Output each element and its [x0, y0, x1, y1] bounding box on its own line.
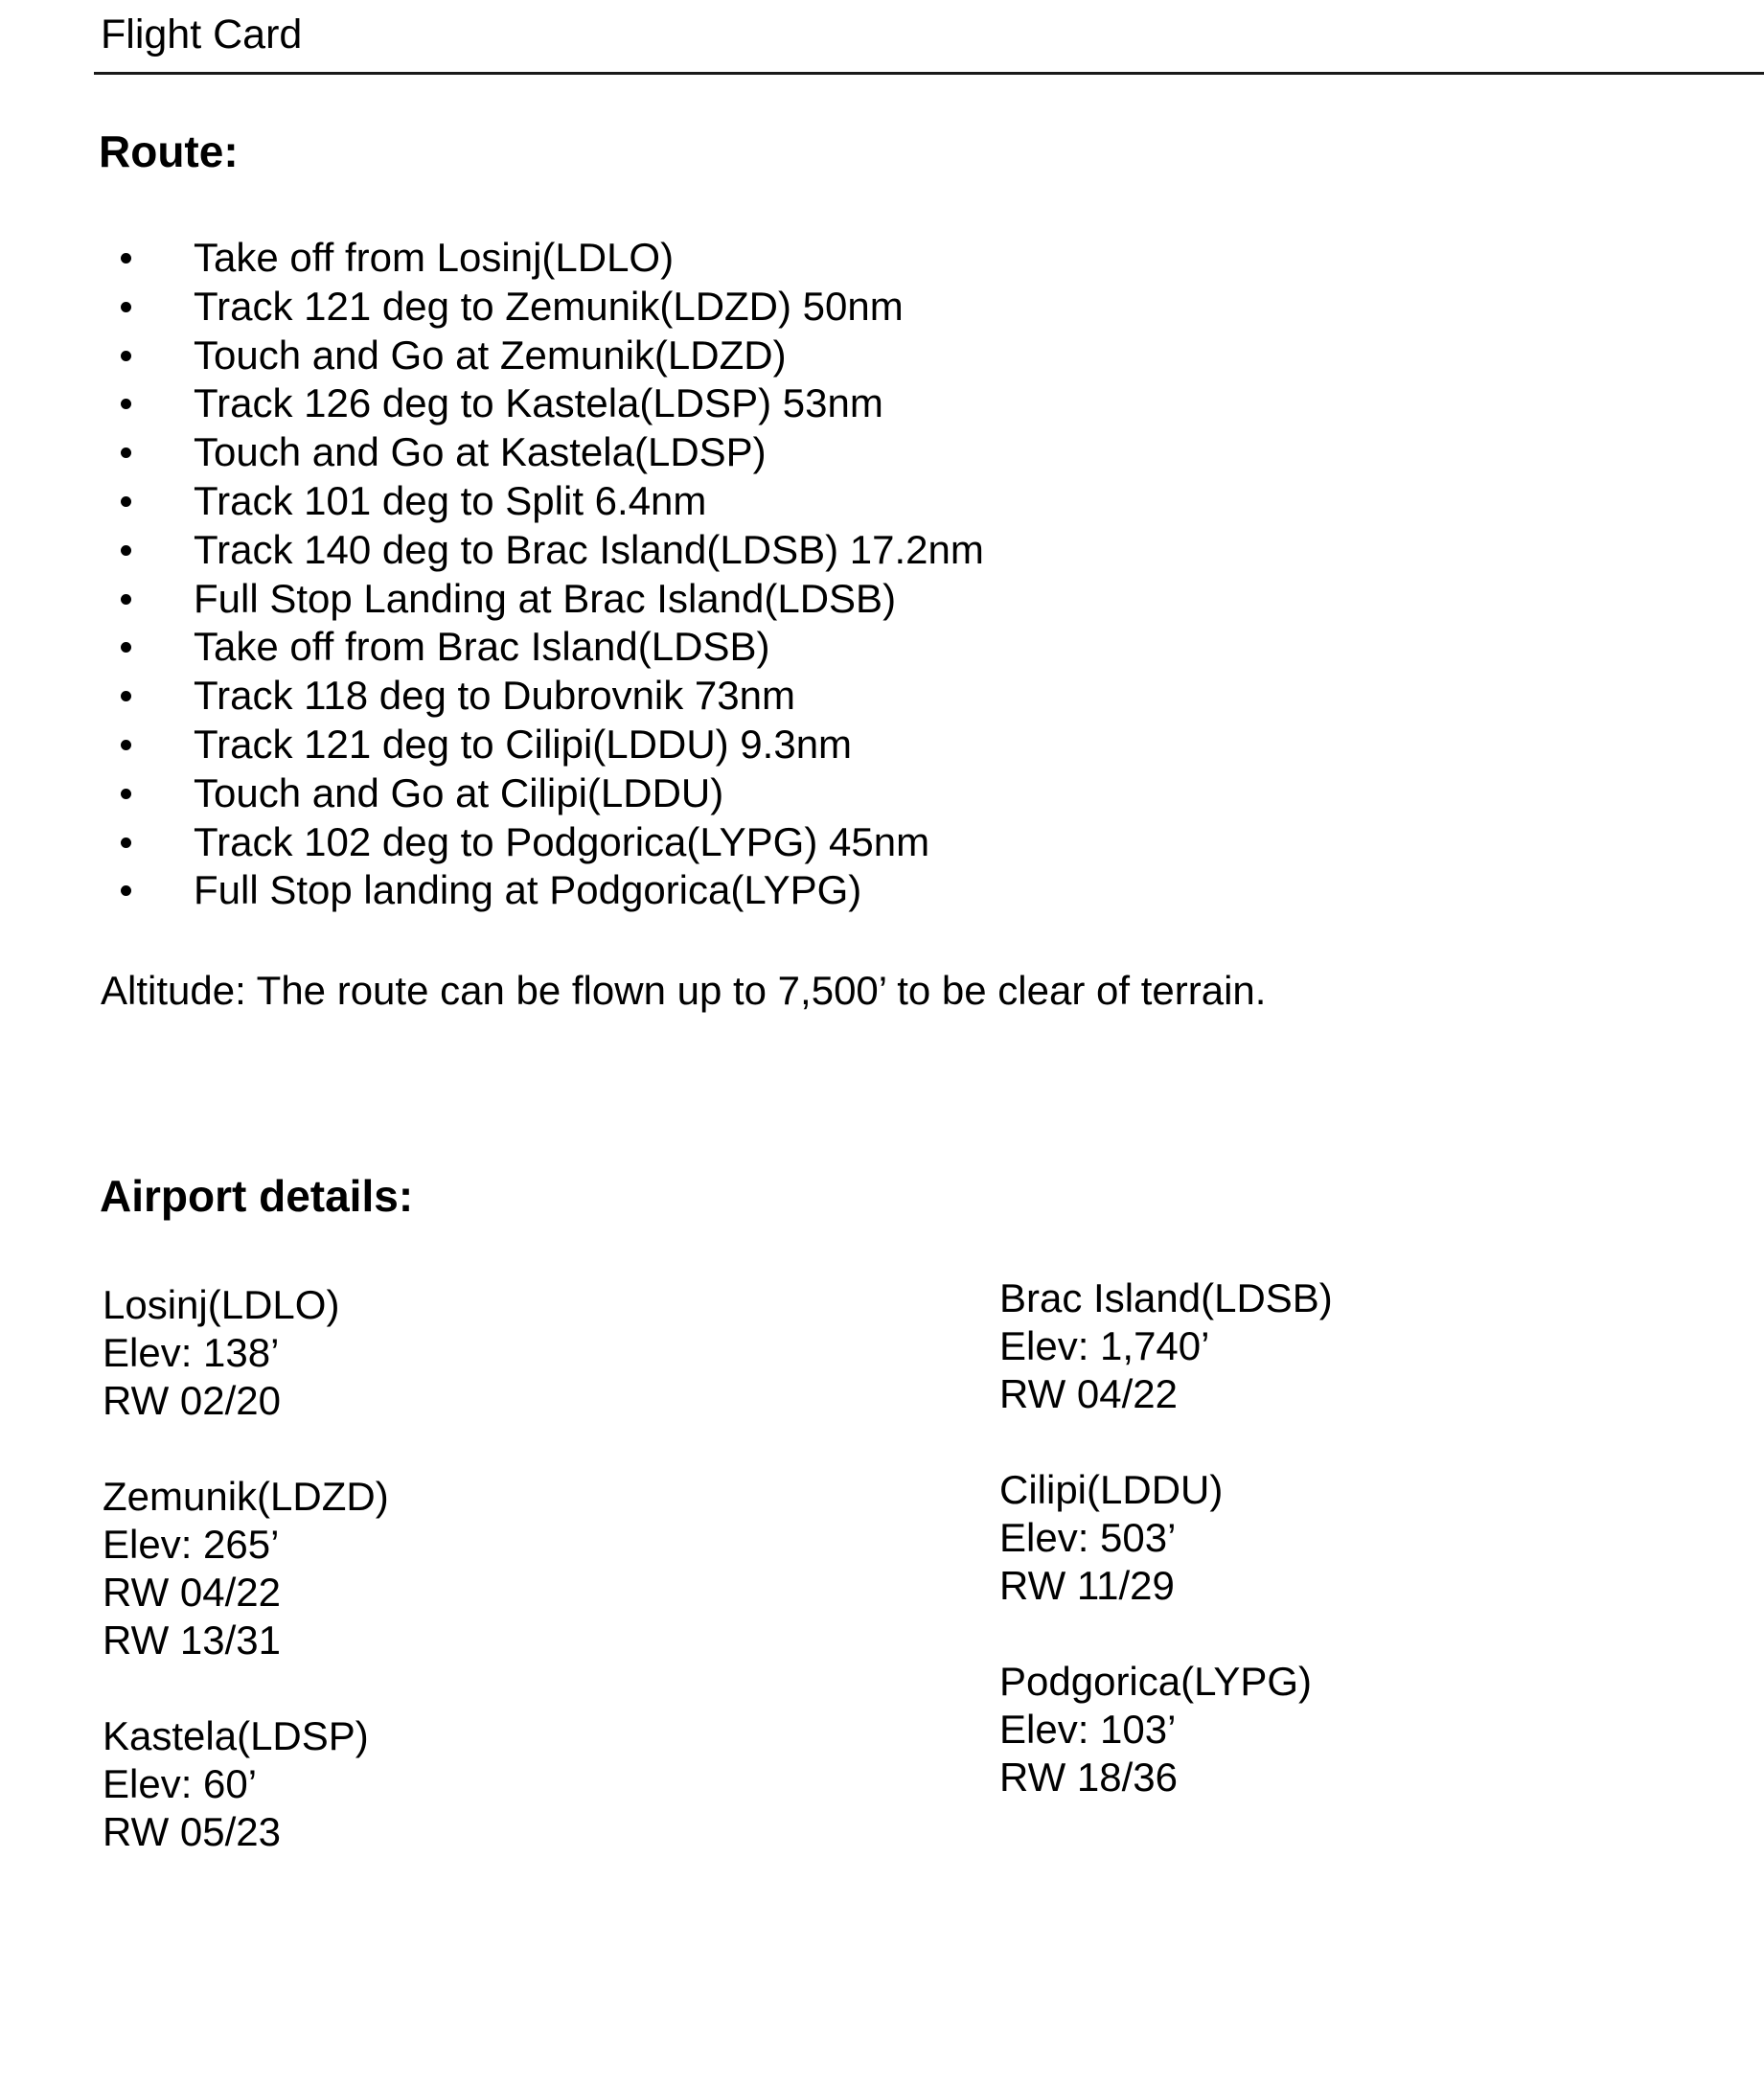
airport-name: Zemunik(LDZD)	[103, 1474, 389, 1519]
bullet-icon	[121, 302, 131, 312]
airport-name: Podgorica(LYPG)	[999, 1659, 1313, 1704]
airport-name: Brac Island(LDSB)	[999, 1275, 1333, 1320]
airport-elevation: Elev: 503’	[999, 1515, 1177, 1560]
bullet-icon	[121, 351, 131, 361]
bullet-icon	[121, 399, 131, 409]
route-item-text: Track 101 deg to Split 6.4nm	[194, 477, 707, 523]
bullet-icon	[121, 447, 131, 458]
route-item-text: Full Stop landing at Podgorica(LYPG)	[194, 867, 862, 913]
route-item	[101, 428, 984, 477]
airport-runway: RW 13/31	[103, 1618, 281, 1663]
airport-block-kastela	[103, 1712, 389, 1856]
route-item	[101, 379, 984, 428]
route-item-text: Track 126 deg to Kastela(LDSP) 53nm	[194, 380, 883, 426]
page-title: Flight Card	[101, 11, 303, 57]
airport-block-losinj	[103, 1281, 389, 1425]
airport-runway: RW 18/36	[999, 1755, 1178, 1800]
airport-name: Losinj(LDLO)	[103, 1282, 340, 1327]
bullet-icon	[121, 253, 131, 264]
airport-elevation: Elev: 103’	[999, 1707, 1177, 1752]
route-item	[101, 477, 984, 526]
route-item-text: Track 140 deg to Brac Island(LDSB) 17.2nm	[194, 526, 984, 572]
airport-runway: RW 04/22	[103, 1570, 281, 1615]
bullet-icon	[121, 594, 131, 605]
bullet-icon	[121, 496, 131, 507]
route-item	[101, 283, 984, 332]
airport-runway: RW 02/20	[103, 1378, 281, 1423]
route-item-text: Take off from Brac Island(LDSB)	[194, 624, 770, 670]
route-section-heading: Route:	[99, 126, 239, 176]
bullet-icon	[121, 691, 131, 701]
airport-details-right-column	[999, 1274, 1333, 1849]
route-item-text: Take off from Losinj(LDLO)	[194, 235, 675, 280]
route-item-text: Track 121 deg to Cilipi(LDDU) 9.3nm	[194, 721, 853, 767]
airport-name: Cilipi(LDDU)	[999, 1467, 1224, 1512]
airport-name: Kastela(LDSP)	[103, 1713, 369, 1758]
airport-block-podgorica	[999, 1658, 1333, 1801]
route-list	[101, 234, 984, 915]
airport-elevation: Elev: 60’	[103, 1761, 258, 1806]
route-item	[101, 672, 984, 721]
airport-details-heading: Airport details:	[100, 1171, 414, 1221]
airport-elevation: Elev: 1,740’	[999, 1323, 1210, 1368]
title-underline-rule	[94, 72, 1764, 75]
bullet-icon	[121, 642, 131, 653]
route-item	[101, 866, 984, 915]
airport-details-left-column	[103, 1281, 389, 1904]
route-item	[101, 769, 984, 818]
route-item	[101, 721, 984, 769]
route-item	[101, 575, 984, 624]
airport-block-cilipi	[999, 1466, 1333, 1610]
route-item	[101, 332, 984, 380]
airport-runway: RW 11/29	[999, 1563, 1175, 1608]
altitude-note: Altitude: The route can be flown up to 7,500’ to be clear of terrain.	[101, 968, 1267, 1013]
airport-elevation: Elev: 265’	[103, 1522, 280, 1567]
airport-runway: RW 05/23	[103, 1809, 281, 1854]
route-item-text: Track 121 deg to Zemunik(LDZD) 50nm	[194, 283, 904, 329]
airport-runway: RW 04/22	[999, 1371, 1178, 1416]
bullet-icon	[121, 789, 131, 799]
route-item-text: Track 102 deg to Podgorica(LYPG) 45nm	[194, 818, 930, 864]
route-item	[101, 526, 984, 575]
route-item-text: Track 118 deg to Dubrovnik 73nm	[194, 673, 795, 719]
airport-elevation: Elev: 138’	[103, 1330, 280, 1375]
bullet-icon	[121, 837, 131, 848]
route-item-text: Full Stop Landing at Brac Island(LDSB)	[194, 575, 897, 621]
route-item-text: Touch and Go at Kastela(LDSP)	[194, 429, 767, 475]
route-item	[101, 818, 984, 867]
bullet-icon	[121, 545, 131, 556]
bullet-icon	[121, 740, 131, 750]
bullet-icon	[121, 885, 131, 896]
airport-block-zemunik	[103, 1473, 389, 1664]
route-item-text: Touch and Go at Zemunik(LDZD)	[194, 332, 787, 378]
route-item-text: Touch and Go at Cilipi(LDDU)	[194, 769, 724, 815]
airport-block-brac-island	[999, 1274, 1333, 1418]
route-item	[101, 234, 984, 283]
route-item	[101, 623, 984, 672]
